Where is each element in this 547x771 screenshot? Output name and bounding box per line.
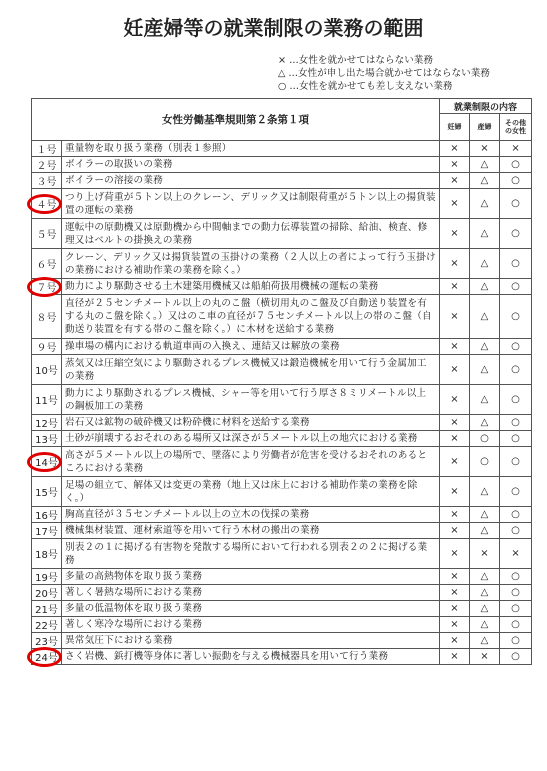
mark-pregnant: × [440, 295, 470, 339]
mark-other-women: ○ [500, 279, 532, 295]
table-row [32, 539, 532, 569]
mark-pregnant: × [440, 507, 470, 523]
mark-other-women: ○ [500, 189, 532, 219]
mark-other-women: ○ [500, 633, 532, 649]
row-description: 著しく暑熱な場所における業務 [62, 585, 440, 601]
row-number: 20号 [32, 585, 62, 601]
mark-other-women: ○ [500, 477, 532, 507]
row-number: 24号 [32, 649, 62, 665]
table-row [32, 415, 532, 431]
mark-pregnant: × [440, 601, 470, 617]
table-row [32, 249, 532, 279]
row-number: 10号 [32, 355, 62, 385]
mark-postpartum: ○ [470, 431, 500, 447]
table-row [32, 585, 532, 601]
mark-postpartum: △ [470, 633, 500, 649]
mark-postpartum: △ [470, 339, 500, 355]
mark-other-women: ○ [500, 385, 532, 415]
table-row [32, 601, 532, 617]
mark-postpartum: △ [470, 173, 500, 189]
mark-other-women: ○ [500, 617, 532, 633]
row-description: 胸高直径が３５センチメートル以上の立木の伐採の業務 [62, 507, 440, 523]
mark-postpartum: × [470, 539, 500, 569]
header-other-women-line1: その他 [505, 119, 527, 127]
mark-other-women: ○ [500, 339, 532, 355]
table-row [32, 295, 532, 339]
row-description: 動力により駆動させる土木建築用機械又は船舶荷扱用機械の運転の業務 [62, 279, 440, 295]
mark-postpartum: △ [470, 601, 500, 617]
mark-other-women: × [500, 539, 532, 569]
mark-pregnant: × [440, 447, 470, 477]
row-description: 動力により駆動されるプレス機械、シャー等を用いて行う厚さ８ミリメートル以上の鋼板加工の業務 [62, 385, 440, 415]
header-other-women-line2: の女性 [505, 127, 527, 135]
mark-postpartum: △ [470, 295, 500, 339]
row-description: 多量の低温物体を取り扱う業務 [62, 601, 440, 617]
row-description: ボイラーの溶接の業務 [62, 173, 440, 189]
header-postpartum: 産婦 [470, 114, 500, 141]
legend-item-on-request: △ …女性が申し出た場合就かせてはならない業務 [278, 68, 490, 79]
row-number: 18号 [32, 539, 62, 569]
row-number: ２号 [32, 157, 62, 173]
mark-postpartum: × [470, 141, 500, 157]
mark-other-women: ○ [500, 295, 532, 339]
table-row [32, 339, 532, 355]
row-description: 著しく寒冷な場所における業務 [62, 617, 440, 633]
page-title: 妊産婦等の就業制限の業務の範囲 [123, 16, 424, 40]
mark-other-women: ○ [500, 415, 532, 431]
row-number: ８号 [32, 295, 62, 339]
mark-pregnant: × [440, 649, 470, 665]
row-description: クレーン、デリック又は揚貨装置の玉掛けの業務（２人以上の者によって行う玉掛けの業務における補助作業の業務を除く。） [62, 249, 440, 279]
table-row [32, 507, 532, 523]
mark-other-women: ○ [500, 249, 532, 279]
row-number: １号 [32, 141, 62, 157]
mark-other-women: ○ [500, 649, 532, 665]
mark-other-women: ○ [500, 355, 532, 385]
table-row [32, 431, 532, 447]
mark-pregnant: × [440, 617, 470, 633]
mark-postpartum: ○ [470, 447, 500, 477]
row-number: ６号 [32, 249, 62, 279]
row-description: 高さが５メートル以上の場所で、墜落により労働者が危害を受けるおそれのあるところにおける業務 [62, 447, 440, 477]
mark-pregnant: × [440, 279, 470, 295]
mark-pregnant: × [440, 569, 470, 585]
mark-pregnant: × [440, 431, 470, 447]
mark-postpartum: △ [470, 585, 500, 601]
row-description: 岩石又は鉱物の破砕機又は粉砕機に材料を送給する業務 [62, 415, 440, 431]
table-row [32, 279, 532, 295]
mark-postpartum: △ [470, 189, 500, 219]
mark-other-women: ○ [500, 585, 532, 601]
mark-postpartum: △ [470, 219, 500, 249]
row-number: 22号 [32, 617, 62, 633]
mark-other-women: ○ [500, 523, 532, 539]
row-description: 運転中の原動機又は原動機から中間軸までの動力伝導装置の掃除、給油、検査、修理又はベルトの掛換えの業務 [62, 219, 440, 249]
table-row [32, 157, 532, 173]
row-number: 21号 [32, 601, 62, 617]
row-description: 重量物を取り扱う業務（別表１参照） [62, 141, 440, 157]
table-row [32, 189, 532, 219]
row-number: 17号 [32, 523, 62, 539]
mark-pregnant: × [440, 415, 470, 431]
row-description: 操車場の構内における軌道車両の入換え、連結又は解放の業務 [62, 339, 440, 355]
header-other-women [500, 114, 532, 141]
row-number: 23号 [32, 633, 62, 649]
row-description: 異常気圧下における業務 [62, 633, 440, 649]
table-row [32, 569, 532, 585]
row-description: ボイラーの取扱いの業務 [62, 157, 440, 173]
row-number: 15号 [32, 477, 62, 507]
header-pregnant: 妊婦 [440, 114, 470, 141]
mark-pregnant: × [440, 173, 470, 189]
mark-postpartum: △ [470, 279, 500, 295]
legend-item-allowed: ○ …女性を就かせても差し支えない業務 [278, 81, 453, 92]
header-restriction-group: 就業制限の内容 [440, 99, 532, 114]
row-number: 14号 [32, 447, 62, 477]
table-row [32, 633, 532, 649]
mark-pregnant: × [440, 339, 470, 355]
table-row [32, 523, 532, 539]
mark-postpartum: △ [470, 385, 500, 415]
row-number: 11号 [32, 385, 62, 415]
legend [278, 54, 490, 93]
mark-postpartum: △ [470, 523, 500, 539]
mark-other-women: × [500, 141, 532, 157]
table-row [32, 649, 532, 665]
mark-postpartum: × [470, 649, 500, 665]
mark-other-women: ○ [500, 507, 532, 523]
legend-item-forbidden: × …女性を就かせてはならない業務 [278, 55, 433, 66]
table-row [32, 219, 532, 249]
mark-pregnant: × [440, 157, 470, 173]
table-row [32, 477, 532, 507]
mark-pregnant: × [440, 249, 470, 279]
mark-other-women: ○ [500, 569, 532, 585]
mark-postpartum: △ [470, 415, 500, 431]
row-description: 蒸気又は圧縮空気により駆動されるプレス機械又は鍛造機械を用いて行う金属加工の業務 [62, 355, 440, 385]
mark-pregnant: × [440, 523, 470, 539]
row-number: 13号 [32, 431, 62, 447]
mark-pregnant: × [440, 539, 470, 569]
mark-pregnant: × [440, 477, 470, 507]
row-number: ３号 [32, 173, 62, 189]
mark-postpartum: △ [470, 249, 500, 279]
table-row [32, 385, 532, 415]
row-description: 多量の高熱物体を取り扱う業務 [62, 569, 440, 585]
table-row [32, 141, 532, 157]
mark-pregnant: × [440, 141, 470, 157]
row-description: 別表２の１に掲げる有害物を発散する場所において行われる別表２の２に掲げる業務 [62, 539, 440, 569]
row-number: ５号 [32, 219, 62, 249]
mark-other-women: ○ [500, 157, 532, 173]
restriction-table [31, 98, 532, 665]
row-description: つり上げ荷重が５トン以上のクレーン、デリック又は制限荷重が５トン以上の揚貨装置の運転の業務 [62, 189, 440, 219]
mark-other-women: ○ [500, 601, 532, 617]
table-row [32, 617, 532, 633]
mark-postpartum: △ [470, 617, 500, 633]
mark-postpartum: △ [470, 157, 500, 173]
mark-other-women: ○ [500, 219, 532, 249]
table-row [32, 355, 532, 385]
row-description: 直径が２５センチメートル以上の丸のこ盤（横切用丸のこ盤及び自動送り装置を有する丸のこ盤を除く。）又はのこ車の直径が７５センチメートル以上の帯のこ盤（自動送り装置を有する帯のこ盤を除く。）に木材を送給する業務 [62, 295, 440, 339]
mark-postpartum: △ [470, 569, 500, 585]
mark-pregnant: × [440, 585, 470, 601]
mark-pregnant: × [440, 219, 470, 249]
mark-other-women: ○ [500, 173, 532, 189]
mark-other-women: ○ [500, 431, 532, 447]
table-row [32, 447, 532, 477]
mark-postpartum: △ [470, 355, 500, 385]
row-number: 16号 [32, 507, 62, 523]
mark-pregnant: × [440, 385, 470, 415]
header-law: 女性労働基準規則第２条第１項 [32, 99, 440, 141]
mark-pregnant: × [440, 189, 470, 219]
mark-pregnant: × [440, 355, 470, 385]
row-number: 19号 [32, 569, 62, 585]
mark-other-women: ○ [500, 447, 532, 477]
table-row [32, 173, 532, 189]
row-number: 12号 [32, 415, 62, 431]
mark-postpartum: △ [470, 477, 500, 507]
row-number: ４号 [32, 189, 62, 219]
mark-pregnant: × [440, 633, 470, 649]
row-description: 足場の組立て、解体又は変更の業務（地上又は床上における補助作業の業務を除く。） [62, 477, 440, 507]
row-description: 土砂が崩壊するおそれのある場所又は深さが５メートル以上の地穴における業務 [62, 431, 440, 447]
row-number: ９号 [32, 339, 62, 355]
row-description: 機械集材装置、運材索道等を用いて行う木材の搬出の業務 [62, 523, 440, 539]
row-number: ７号 [32, 279, 62, 295]
mark-postpartum: △ [470, 507, 500, 523]
row-description: さく岩機、鋲打機等身体に著しい振動を与える機械器具を用いて行う業務 [62, 649, 440, 665]
